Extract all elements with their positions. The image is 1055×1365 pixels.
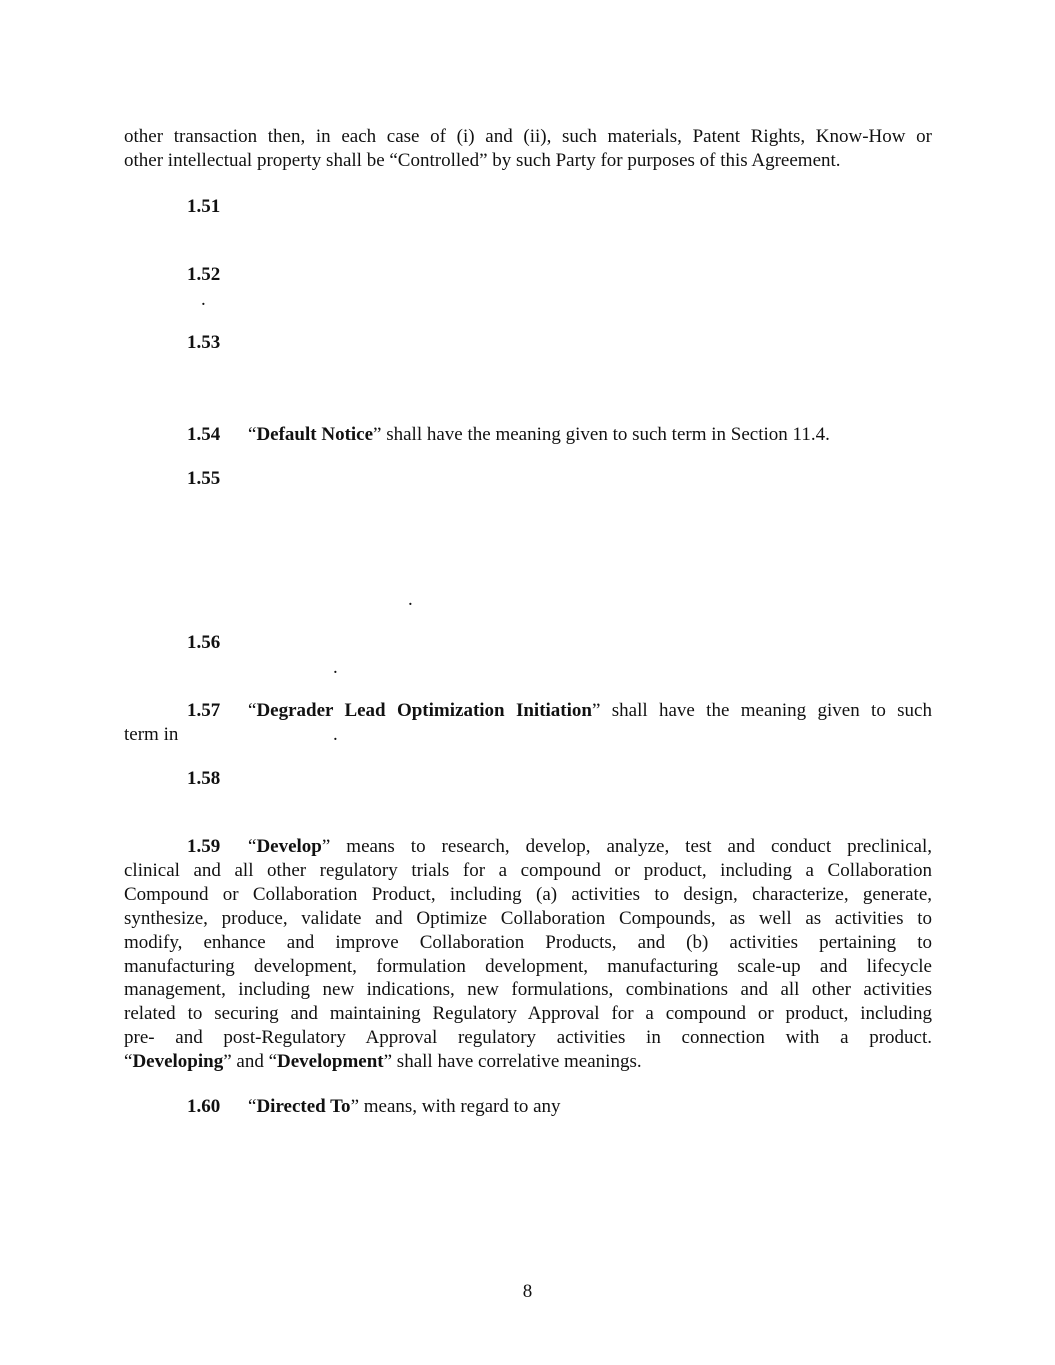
section-number-1-55: 1.55 — [187, 468, 221, 489]
intro-line-2: other intellectual property shall be “Controlled” by such Party for purposes of this Agreement. — [124, 150, 841, 171]
section-number-1-54: 1.54 — [187, 424, 221, 445]
section-1-54 — [187, 423, 932, 447]
defined-term-develop: Develop — [256, 836, 322, 857]
section-1-59-last-mid: ” and “ — [223, 1051, 278, 1072]
section-1-60-open-quote: “ — [248, 1096, 257, 1117]
section-1-57-open-quote: “ — [248, 700, 257, 721]
section-1-57-text: ” shall have the meaning given to such — [591, 700, 932, 721]
section-number-1-57: 1.57 — [187, 700, 221, 721]
section-number-1-59: 1.59 — [187, 836, 221, 857]
section-1-59-line: pre- and post-Regulatory Approval regulatory activities in connection with a product. — [124, 1027, 932, 1048]
section-1-59-last-line — [124, 1050, 932, 1074]
section-1-56-trailing-period: . — [333, 657, 338, 678]
section-1-59-line-1 — [187, 835, 932, 859]
section-1-59-line: manufacturing development, formulation development, manufacturing scale-up and lifecycle — [124, 956, 932, 977]
section-1-59-line: management, including new indications, new formulations, combinations and all other activities — [124, 979, 932, 1000]
defined-term-directed-to: Directed To — [256, 1096, 351, 1117]
section-number-1-56: 1.56 — [187, 632, 221, 653]
section-number-1-58: 1.58 — [187, 768, 221, 789]
section-1-59-last-text: ” shall have correlative meanings. — [383, 1051, 642, 1072]
section-1-59-line: modify, enhance and improve Collaboration Products, and (b) activities pertaining to — [124, 932, 932, 953]
section-1-59-line: synthesize, produce, validate and Optimize Collaboration Compounds, as well as activities to — [124, 908, 932, 929]
section-1-59-first-text: ” means to research, develop, analyze, test and conduct preclinical, — [321, 836, 932, 857]
defined-term-default-notice: Default Notice — [256, 424, 374, 445]
section-1-59-line: Compound or Collaboration Product, including (a) activities to design, characterize, generate, — [124, 884, 932, 905]
section-1-52-trailing-period: . — [201, 289, 206, 310]
section-number-1-52: 1.52 — [187, 264, 221, 285]
section-1-57-line-1 — [187, 699, 932, 723]
section-1-59-open-quote: “ — [248, 836, 257, 857]
section-number-1-51: 1.51 — [187, 196, 221, 217]
page-number: 8 — [522, 1281, 533, 1302]
defined-term-degrader-lead-optimization-initiation: Degrader Lead Optimization Initiation — [256, 700, 592, 721]
section-1-55-trailing-period: . — [408, 589, 413, 610]
defined-term-development: Development — [277, 1051, 384, 1072]
section-1-59-last-quote: “ — [124, 1051, 133, 1072]
section-1-54-open-quote: “ — [248, 424, 257, 445]
section-1-59-line: related to securing and maintaining Regulatory Approval for a compound or product, including — [124, 1003, 932, 1024]
section-1-60-text: ” means, with regard to any — [350, 1096, 561, 1117]
defined-term-developing: Developing — [132, 1051, 224, 1072]
section-1-59-line: clinical and all other regulatory trials for a compound or product, including a Collaboration — [124, 860, 932, 881]
section-1-60 — [187, 1095, 932, 1119]
section-number-1-60: 1.60 — [187, 1096, 221, 1117]
section-1-57-trailing-period: . — [333, 724, 338, 745]
intro-line-1: other transaction then, in each case of (i) and (ii), such materials, Patent Rights, Know-How or — [124, 126, 932, 147]
section-1-54-text: ” shall have the meaning given to such term in Section 11.4. — [373, 424, 830, 445]
section-1-57-line-2: term in — [124, 724, 179, 745]
section-number-1-53: 1.53 — [187, 332, 221, 353]
